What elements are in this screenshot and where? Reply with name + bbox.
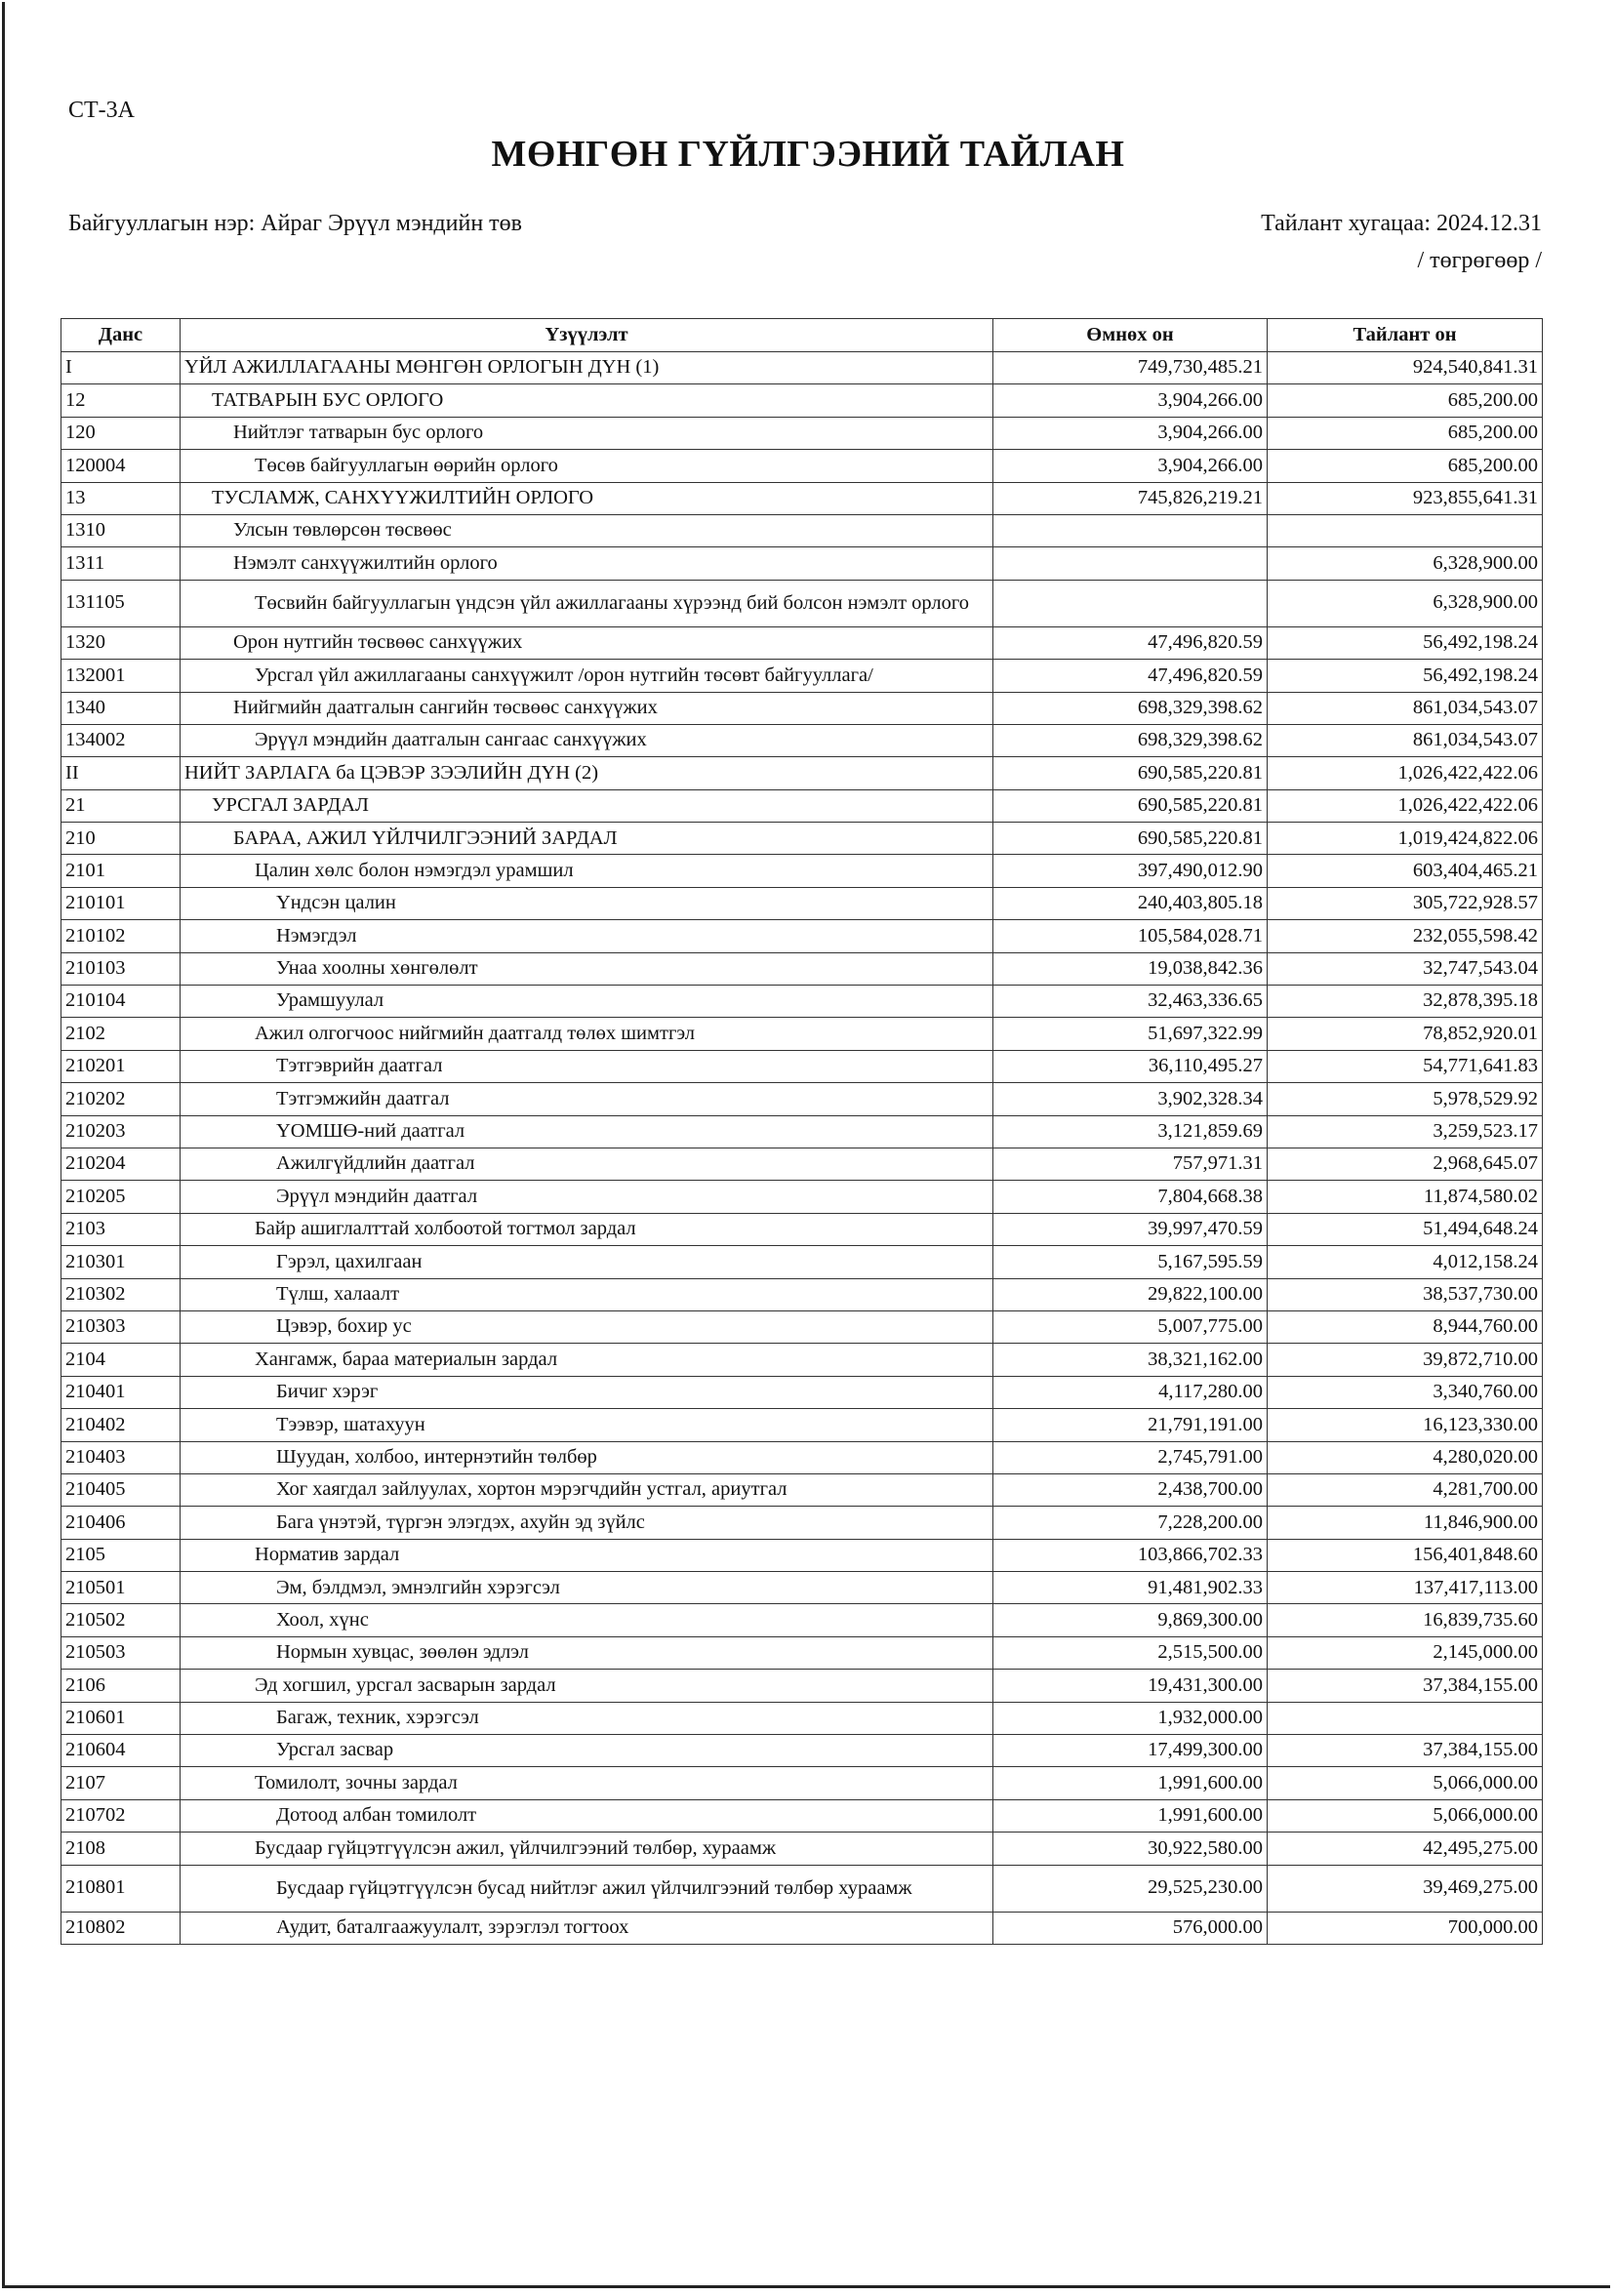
current-year-value: 700,000.00 bbox=[1268, 1912, 1543, 1944]
table-row bbox=[61, 626, 1543, 659]
previous-year-value: 103,866,702.33 bbox=[993, 1539, 1268, 1571]
previous-year-value: 9,869,300.00 bbox=[993, 1604, 1268, 1636]
account-code: 210502 bbox=[61, 1604, 181, 1636]
current-year-value: 685,200.00 bbox=[1268, 417, 1543, 449]
current-year-value bbox=[1268, 1702, 1543, 1734]
account-code: 2105 bbox=[61, 1539, 181, 1571]
current-year-value: 16,123,330.00 bbox=[1268, 1409, 1543, 1441]
indicator-name: Нийтлэг татварын бус орлого bbox=[181, 417, 993, 449]
table-row bbox=[61, 1213, 1543, 1245]
indicator-name: Бичиг хэрэг bbox=[181, 1376, 993, 1408]
account-code: 210102 bbox=[61, 920, 181, 952]
previous-year-value: 1,991,600.00 bbox=[993, 1799, 1268, 1832]
indicator-name: Урамшуулал bbox=[181, 986, 993, 1018]
account-code: 2106 bbox=[61, 1670, 181, 1702]
current-year-value: 56,492,198.24 bbox=[1268, 626, 1543, 659]
current-year-value: 2,968,645.07 bbox=[1268, 1148, 1543, 1180]
current-year-value: 37,384,155.00 bbox=[1268, 1735, 1543, 1767]
current-year-value: 4,012,158.24 bbox=[1268, 1246, 1543, 1278]
previous-year-value bbox=[993, 514, 1268, 546]
table-row bbox=[61, 1507, 1543, 1539]
account-code: 210104 bbox=[61, 986, 181, 1018]
current-year-value: 11,846,900.00 bbox=[1268, 1507, 1543, 1539]
current-year-value: 685,200.00 bbox=[1268, 450, 1543, 482]
previous-year-value: 698,329,398.62 bbox=[993, 724, 1268, 756]
indicator-name: Норматив зардал bbox=[181, 1539, 993, 1571]
account-code: 210702 bbox=[61, 1799, 181, 1832]
header-previous-year: Өмнөх он bbox=[993, 319, 1268, 352]
table-row bbox=[61, 920, 1543, 952]
current-year-value: 1,026,422,422.06 bbox=[1268, 789, 1543, 822]
account-code: 210406 bbox=[61, 1507, 181, 1539]
current-year-value: 78,852,920.01 bbox=[1268, 1018, 1543, 1050]
indicator-name: Тэтгэврийн даатгал bbox=[181, 1050, 993, 1082]
current-year-value: 2,145,000.00 bbox=[1268, 1636, 1543, 1669]
previous-year-value: 36,110,495.27 bbox=[993, 1050, 1268, 1082]
current-year-value: 38,537,730.00 bbox=[1268, 1278, 1543, 1310]
table-row bbox=[61, 1083, 1543, 1115]
previous-year-value: 5,167,595.59 bbox=[993, 1246, 1268, 1278]
indicator-name: Цалин хөлс болон нэмэгдэл урамшил bbox=[181, 855, 993, 887]
current-year-value: 6,328,900.00 bbox=[1268, 547, 1543, 580]
previous-year-value: 1,932,000.00 bbox=[993, 1702, 1268, 1734]
account-code: 210402 bbox=[61, 1409, 181, 1441]
account-code: 210202 bbox=[61, 1083, 181, 1115]
header-account: Данс bbox=[61, 319, 181, 352]
indicator-name: Эрүүл мэндийн даатгал bbox=[181, 1181, 993, 1213]
indicator-name: Үндсэн цалин bbox=[181, 887, 993, 919]
current-year-value: 54,771,641.83 bbox=[1268, 1050, 1543, 1082]
table-row bbox=[61, 1702, 1543, 1734]
account-code: 2101 bbox=[61, 855, 181, 887]
account-code: 210601 bbox=[61, 1702, 181, 1734]
account-code: 210204 bbox=[61, 1148, 181, 1180]
table-row bbox=[61, 1604, 1543, 1636]
table-row bbox=[61, 514, 1543, 546]
report-period: Тайлант хугацаа: 2024.12.31 bbox=[1261, 211, 1542, 236]
account-code: 1311 bbox=[61, 547, 181, 580]
indicator-name: Нэмэлт санхүүжилтийн орлого bbox=[181, 547, 993, 580]
table-header-row bbox=[61, 319, 1543, 352]
previous-year-value: 5,007,775.00 bbox=[993, 1310, 1268, 1343]
account-code: 210604 bbox=[61, 1735, 181, 1767]
indicator-name: НИЙТ ЗАРЛАГА ба ЦЭВЭР ЗЭЭЛИЙН ДҮН (2) bbox=[181, 757, 993, 789]
previous-year-value: 32,463,336.65 bbox=[993, 986, 1268, 1018]
account-code: 210301 bbox=[61, 1246, 181, 1278]
previous-year-value: 47,496,820.59 bbox=[993, 626, 1268, 659]
table-row bbox=[61, 855, 1543, 887]
current-year-value: 4,280,020.00 bbox=[1268, 1441, 1543, 1473]
indicator-name: ҮОМШӨ-ний даатгал bbox=[181, 1115, 993, 1148]
table-row bbox=[61, 1865, 1543, 1912]
current-year-value: 305,722,928.57 bbox=[1268, 887, 1543, 919]
current-year-value: 232,055,598.42 bbox=[1268, 920, 1543, 952]
account-code: 2104 bbox=[61, 1344, 181, 1376]
indicator-name: Цэвэр, бохир ус bbox=[181, 1310, 993, 1343]
table-row bbox=[61, 952, 1543, 985]
table-row bbox=[61, 384, 1543, 417]
table-row bbox=[61, 986, 1543, 1018]
table-row bbox=[61, 352, 1543, 384]
indicator-name: Байр ашиглалттай холбоотой тогтмол зардал bbox=[181, 1213, 993, 1245]
account-code: I bbox=[61, 352, 181, 384]
previous-year-value: 240,403,805.18 bbox=[993, 887, 1268, 919]
previous-year-value: 1,991,600.00 bbox=[993, 1767, 1268, 1799]
indicator-name: Тэтгэмжийн даатгал bbox=[181, 1083, 993, 1115]
indicator-name: БАРАА, АЖИЛ ҮЙЛЧИЛГЭЭНИЙ ЗАРДАЛ bbox=[181, 823, 993, 855]
previous-year-value: 29,525,230.00 bbox=[993, 1865, 1268, 1912]
table-row bbox=[61, 450, 1543, 482]
indicator-name: Улсын төвлөрсөн төсвөөс bbox=[181, 514, 993, 546]
account-code: 210303 bbox=[61, 1310, 181, 1343]
current-year-value: 923,855,641.31 bbox=[1268, 482, 1543, 514]
previous-year-value: 690,585,220.81 bbox=[993, 789, 1268, 822]
current-year-value: 16,839,735.60 bbox=[1268, 1604, 1543, 1636]
indicator-name: УРСГАЛ ЗАРДАЛ bbox=[181, 789, 993, 822]
previous-year-value: 105,584,028.71 bbox=[993, 920, 1268, 952]
current-year-value: 3,259,523.17 bbox=[1268, 1115, 1543, 1148]
current-year-value: 39,872,710.00 bbox=[1268, 1344, 1543, 1376]
previous-year-value: 3,902,328.34 bbox=[993, 1083, 1268, 1115]
indicator-name: Томилолт, зочны зардал bbox=[181, 1767, 993, 1799]
indicator-name: Бусдаар гүйцэтгүүлсэн ажил, үйлчилгээний төлбөр, хураамж bbox=[181, 1833, 993, 1865]
table-row bbox=[61, 1115, 1543, 1148]
account-code: 1340 bbox=[61, 692, 181, 724]
table-row bbox=[61, 1912, 1543, 1944]
indicator-name: Ажил олгогчоос нийгмийн даатгалд төлөх шимтгэл bbox=[181, 1018, 993, 1050]
current-year-value: 8,944,760.00 bbox=[1268, 1310, 1543, 1343]
current-year-value: 861,034,543.07 bbox=[1268, 724, 1543, 756]
table-row bbox=[61, 1833, 1543, 1865]
account-code: 21 bbox=[61, 789, 181, 822]
current-year-value: 603,404,465.21 bbox=[1268, 855, 1543, 887]
account-code: II bbox=[61, 757, 181, 789]
previous-year-value: 47,496,820.59 bbox=[993, 660, 1268, 692]
table-row bbox=[61, 1572, 1543, 1604]
header-indicator: Үзүүлэлт bbox=[181, 319, 993, 352]
current-year-value: 5,066,000.00 bbox=[1268, 1799, 1543, 1832]
previous-year-value: 698,329,398.62 bbox=[993, 692, 1268, 724]
table-row bbox=[61, 1670, 1543, 1702]
account-code: 210801 bbox=[61, 1865, 181, 1912]
table-row bbox=[61, 580, 1543, 626]
table-row bbox=[61, 1278, 1543, 1310]
indicator-name: Төсөв байгууллагын өөрийн орлого bbox=[181, 450, 993, 482]
current-year-value: 861,034,543.07 bbox=[1268, 692, 1543, 724]
indicator-name: Аудит, баталгаажуулалт, зэрэглэл тогтоох bbox=[181, 1912, 993, 1944]
table-row bbox=[61, 1018, 1543, 1050]
account-code: 210101 bbox=[61, 887, 181, 919]
account-code: 210103 bbox=[61, 952, 181, 985]
previous-year-value: 7,804,668.38 bbox=[993, 1181, 1268, 1213]
previous-year-value bbox=[993, 547, 1268, 580]
table-row bbox=[61, 692, 1543, 724]
previous-year-value: 39,997,470.59 bbox=[993, 1213, 1268, 1245]
current-year-value: 924,540,841.31 bbox=[1268, 352, 1543, 384]
indicator-name: Бусдаар гүйцэтгүүлсэн бусад нийтлэг ажил үйлчилгээний төлбөр хураамж bbox=[181, 1865, 993, 1912]
currency-unit: / төгрөгөөр / bbox=[1417, 248, 1542, 273]
table-row bbox=[61, 1735, 1543, 1767]
table-row bbox=[61, 757, 1543, 789]
account-code: 210302 bbox=[61, 1278, 181, 1310]
current-year-value: 37,384,155.00 bbox=[1268, 1670, 1543, 1702]
account-code: 210201 bbox=[61, 1050, 181, 1082]
current-year-value: 32,747,543.04 bbox=[1268, 952, 1543, 985]
account-code: 2108 bbox=[61, 1833, 181, 1865]
current-year-value: 4,281,700.00 bbox=[1268, 1473, 1543, 1506]
table-row bbox=[61, 887, 1543, 919]
account-code: 132001 bbox=[61, 660, 181, 692]
current-year-value: 39,469,275.00 bbox=[1268, 1865, 1543, 1912]
current-year-value: 6,328,900.00 bbox=[1268, 580, 1543, 626]
account-code: 1320 bbox=[61, 626, 181, 659]
table-row bbox=[61, 1636, 1543, 1669]
account-code: 13 bbox=[61, 482, 181, 514]
table-row bbox=[61, 1148, 1543, 1180]
previous-year-value: 2,515,500.00 bbox=[993, 1636, 1268, 1669]
previous-year-value: 397,490,012.90 bbox=[993, 855, 1268, 887]
indicator-name: Нэмэгдэл bbox=[181, 920, 993, 952]
indicator-name: Эм, бэлдмэл, эмнэлгийн хэрэгсэл bbox=[181, 1572, 993, 1604]
report-title: МӨНГӨН ГҮЙЛГЭЭНИЙ ТАЙЛАН bbox=[491, 134, 1125, 175]
table-row bbox=[61, 482, 1543, 514]
cash-flow-table bbox=[61, 318, 1543, 1945]
current-year-value: 51,494,648.24 bbox=[1268, 1213, 1543, 1245]
previous-year-value: 3,121,859.69 bbox=[993, 1115, 1268, 1148]
indicator-name: Төсвийн байгууллагын үндсэн үйл ажиллагааны хүрээнд бий болсон нэмэлт орлого bbox=[181, 580, 993, 626]
account-code: 210 bbox=[61, 823, 181, 855]
table-row bbox=[61, 1473, 1543, 1506]
account-code: 131105 bbox=[61, 580, 181, 626]
current-year-value: 3,340,760.00 bbox=[1268, 1376, 1543, 1408]
previous-year-value: 690,585,220.81 bbox=[993, 823, 1268, 855]
account-code: 210501 bbox=[61, 1572, 181, 1604]
account-code: 120004 bbox=[61, 450, 181, 482]
previous-year-value: 4,117,280.00 bbox=[993, 1376, 1268, 1408]
previous-year-value: 576,000.00 bbox=[993, 1912, 1268, 1944]
previous-year-value: 3,904,266.00 bbox=[993, 417, 1268, 449]
indicator-name: Хангамж, бараа материалын зардал bbox=[181, 1344, 993, 1376]
current-year-value: 137,417,113.00 bbox=[1268, 1572, 1543, 1604]
table-row bbox=[61, 1539, 1543, 1571]
previous-year-value: 749,730,485.21 bbox=[993, 352, 1268, 384]
indicator-name: Орон нутгийн төсвөөс санхүүжих bbox=[181, 626, 993, 659]
indicator-name: ТУСЛАМЖ, САНХҮҮЖИЛТИЙН ОРЛОГО bbox=[181, 482, 993, 514]
header-current-year: Тайлант он bbox=[1268, 319, 1543, 352]
previous-year-value: 2,438,700.00 bbox=[993, 1473, 1268, 1506]
current-year-value: 156,401,848.60 bbox=[1268, 1539, 1543, 1571]
table-row bbox=[61, 417, 1543, 449]
table-row bbox=[61, 724, 1543, 756]
table-row bbox=[61, 660, 1543, 692]
table-row bbox=[61, 1310, 1543, 1343]
previous-year-value: 21,791,191.00 bbox=[993, 1409, 1268, 1441]
previous-year-value: 745,826,219.21 bbox=[993, 482, 1268, 514]
previous-year-value: 3,904,266.00 bbox=[993, 384, 1268, 417]
account-code: 2102 bbox=[61, 1018, 181, 1050]
table-row bbox=[61, 1246, 1543, 1278]
table-row bbox=[61, 1181, 1543, 1213]
account-code: 12 bbox=[61, 384, 181, 417]
organization-name: Байгууллагын нэр: Айраг Эрүүл мэндийн төв bbox=[68, 211, 522, 236]
indicator-name: Эд хогшил, урсгал засварын зардал bbox=[181, 1670, 993, 1702]
indicator-name: Нийгмийн даатгалын сангийн төсвөөс санхүүжих bbox=[181, 692, 993, 724]
account-code: 210401 bbox=[61, 1376, 181, 1408]
previous-year-value: 38,321,162.00 bbox=[993, 1344, 1268, 1376]
table-row bbox=[61, 1050, 1543, 1082]
indicator-name: ТАТВАРЫН БУС ОРЛОГО bbox=[181, 384, 993, 417]
previous-year-value: 7,228,200.00 bbox=[993, 1507, 1268, 1539]
previous-year-value bbox=[993, 580, 1268, 626]
indicator-name: Гэрэл, цахилгаан bbox=[181, 1246, 993, 1278]
indicator-name: Урсгал засвар bbox=[181, 1735, 993, 1767]
current-year-value: 32,878,395.18 bbox=[1268, 986, 1543, 1018]
table-row bbox=[61, 1799, 1543, 1832]
previous-year-value: 2,745,791.00 bbox=[993, 1441, 1268, 1473]
table-row bbox=[61, 1441, 1543, 1473]
account-code: 134002 bbox=[61, 724, 181, 756]
table-row bbox=[61, 1409, 1543, 1441]
current-year-value: 685,200.00 bbox=[1268, 384, 1543, 417]
previous-year-value: 757,971.31 bbox=[993, 1148, 1268, 1180]
table-row bbox=[61, 1767, 1543, 1799]
indicator-name: Бага үнэтэй, түргэн элэгдэх, ахуйн эд зүйлс bbox=[181, 1507, 993, 1539]
indicator-name: Эрүүл мэндийн даатгалын сангаас санхүүжих bbox=[181, 724, 993, 756]
previous-year-value: 690,585,220.81 bbox=[993, 757, 1268, 789]
indicator-name: Урсгал үйл ажиллагааны санхүүжилт /орон нутгийн төсөвт байгууллага/ bbox=[181, 660, 993, 692]
current-year-value: 1,026,422,422.06 bbox=[1268, 757, 1543, 789]
table-row bbox=[61, 547, 1543, 580]
current-year-value: 42,495,275.00 bbox=[1268, 1833, 1543, 1865]
indicator-name: Багаж, техник, хэрэгсэл bbox=[181, 1702, 993, 1734]
indicator-name: Нормын хувцас, зөөлөн эдлэл bbox=[181, 1636, 993, 1669]
previous-year-value: 30,922,580.00 bbox=[993, 1833, 1268, 1865]
indicator-name: Унаа хоолны хөнгөлөлт bbox=[181, 952, 993, 985]
account-code: 210205 bbox=[61, 1181, 181, 1213]
account-code: 210503 bbox=[61, 1636, 181, 1669]
current-year-value: 5,978,529.92 bbox=[1268, 1083, 1543, 1115]
account-code: 210405 bbox=[61, 1473, 181, 1506]
previous-year-value: 3,904,266.00 bbox=[993, 450, 1268, 482]
indicator-name: Хог хаягдал зайлуулах, хортон мэрэгчдийн устгал, ариутгал bbox=[181, 1473, 993, 1506]
indicator-name: ҮЙЛ АЖИЛЛАГААНЫ МӨНГӨН ОРЛОГЫН ДҮН (1) bbox=[181, 352, 993, 384]
previous-year-value: 19,431,300.00 bbox=[993, 1670, 1268, 1702]
previous-year-value: 29,822,100.00 bbox=[993, 1278, 1268, 1310]
indicator-name: Шуудан, холбоо, интернэтийн төлбөр bbox=[181, 1441, 993, 1473]
current-year-value: 1,019,424,822.06 bbox=[1268, 823, 1543, 855]
previous-year-value: 19,038,842.36 bbox=[993, 952, 1268, 985]
account-code: 2103 bbox=[61, 1213, 181, 1245]
indicator-name: Ажилгүйдлийн даатгал bbox=[181, 1148, 993, 1180]
account-code: 120 bbox=[61, 417, 181, 449]
indicator-name: Хоол, хүнс bbox=[181, 1604, 993, 1636]
current-year-value: 11,874,580.02 bbox=[1268, 1181, 1543, 1213]
table-row bbox=[61, 1376, 1543, 1408]
account-code: 2107 bbox=[61, 1767, 181, 1799]
indicator-name: Дотоод албан томилолт bbox=[181, 1799, 993, 1832]
account-code: 210802 bbox=[61, 1912, 181, 1944]
form-code: СТ-3А bbox=[68, 98, 135, 123]
indicator-name: Түлш, халаалт bbox=[181, 1278, 993, 1310]
account-code: 210203 bbox=[61, 1115, 181, 1148]
table-row bbox=[61, 789, 1543, 822]
previous-year-value: 91,481,902.33 bbox=[993, 1572, 1268, 1604]
table-row bbox=[61, 823, 1543, 855]
current-year-value bbox=[1268, 514, 1543, 546]
previous-year-value: 51,697,322.99 bbox=[993, 1018, 1268, 1050]
previous-year-value: 17,499,300.00 bbox=[993, 1735, 1268, 1767]
indicator-name: Тээвэр, шатахуун bbox=[181, 1409, 993, 1441]
current-year-value: 5,066,000.00 bbox=[1268, 1767, 1543, 1799]
account-code: 1310 bbox=[61, 514, 181, 546]
table-row bbox=[61, 1344, 1543, 1376]
account-code: 210403 bbox=[61, 1441, 181, 1473]
current-year-value: 56,492,198.24 bbox=[1268, 660, 1543, 692]
